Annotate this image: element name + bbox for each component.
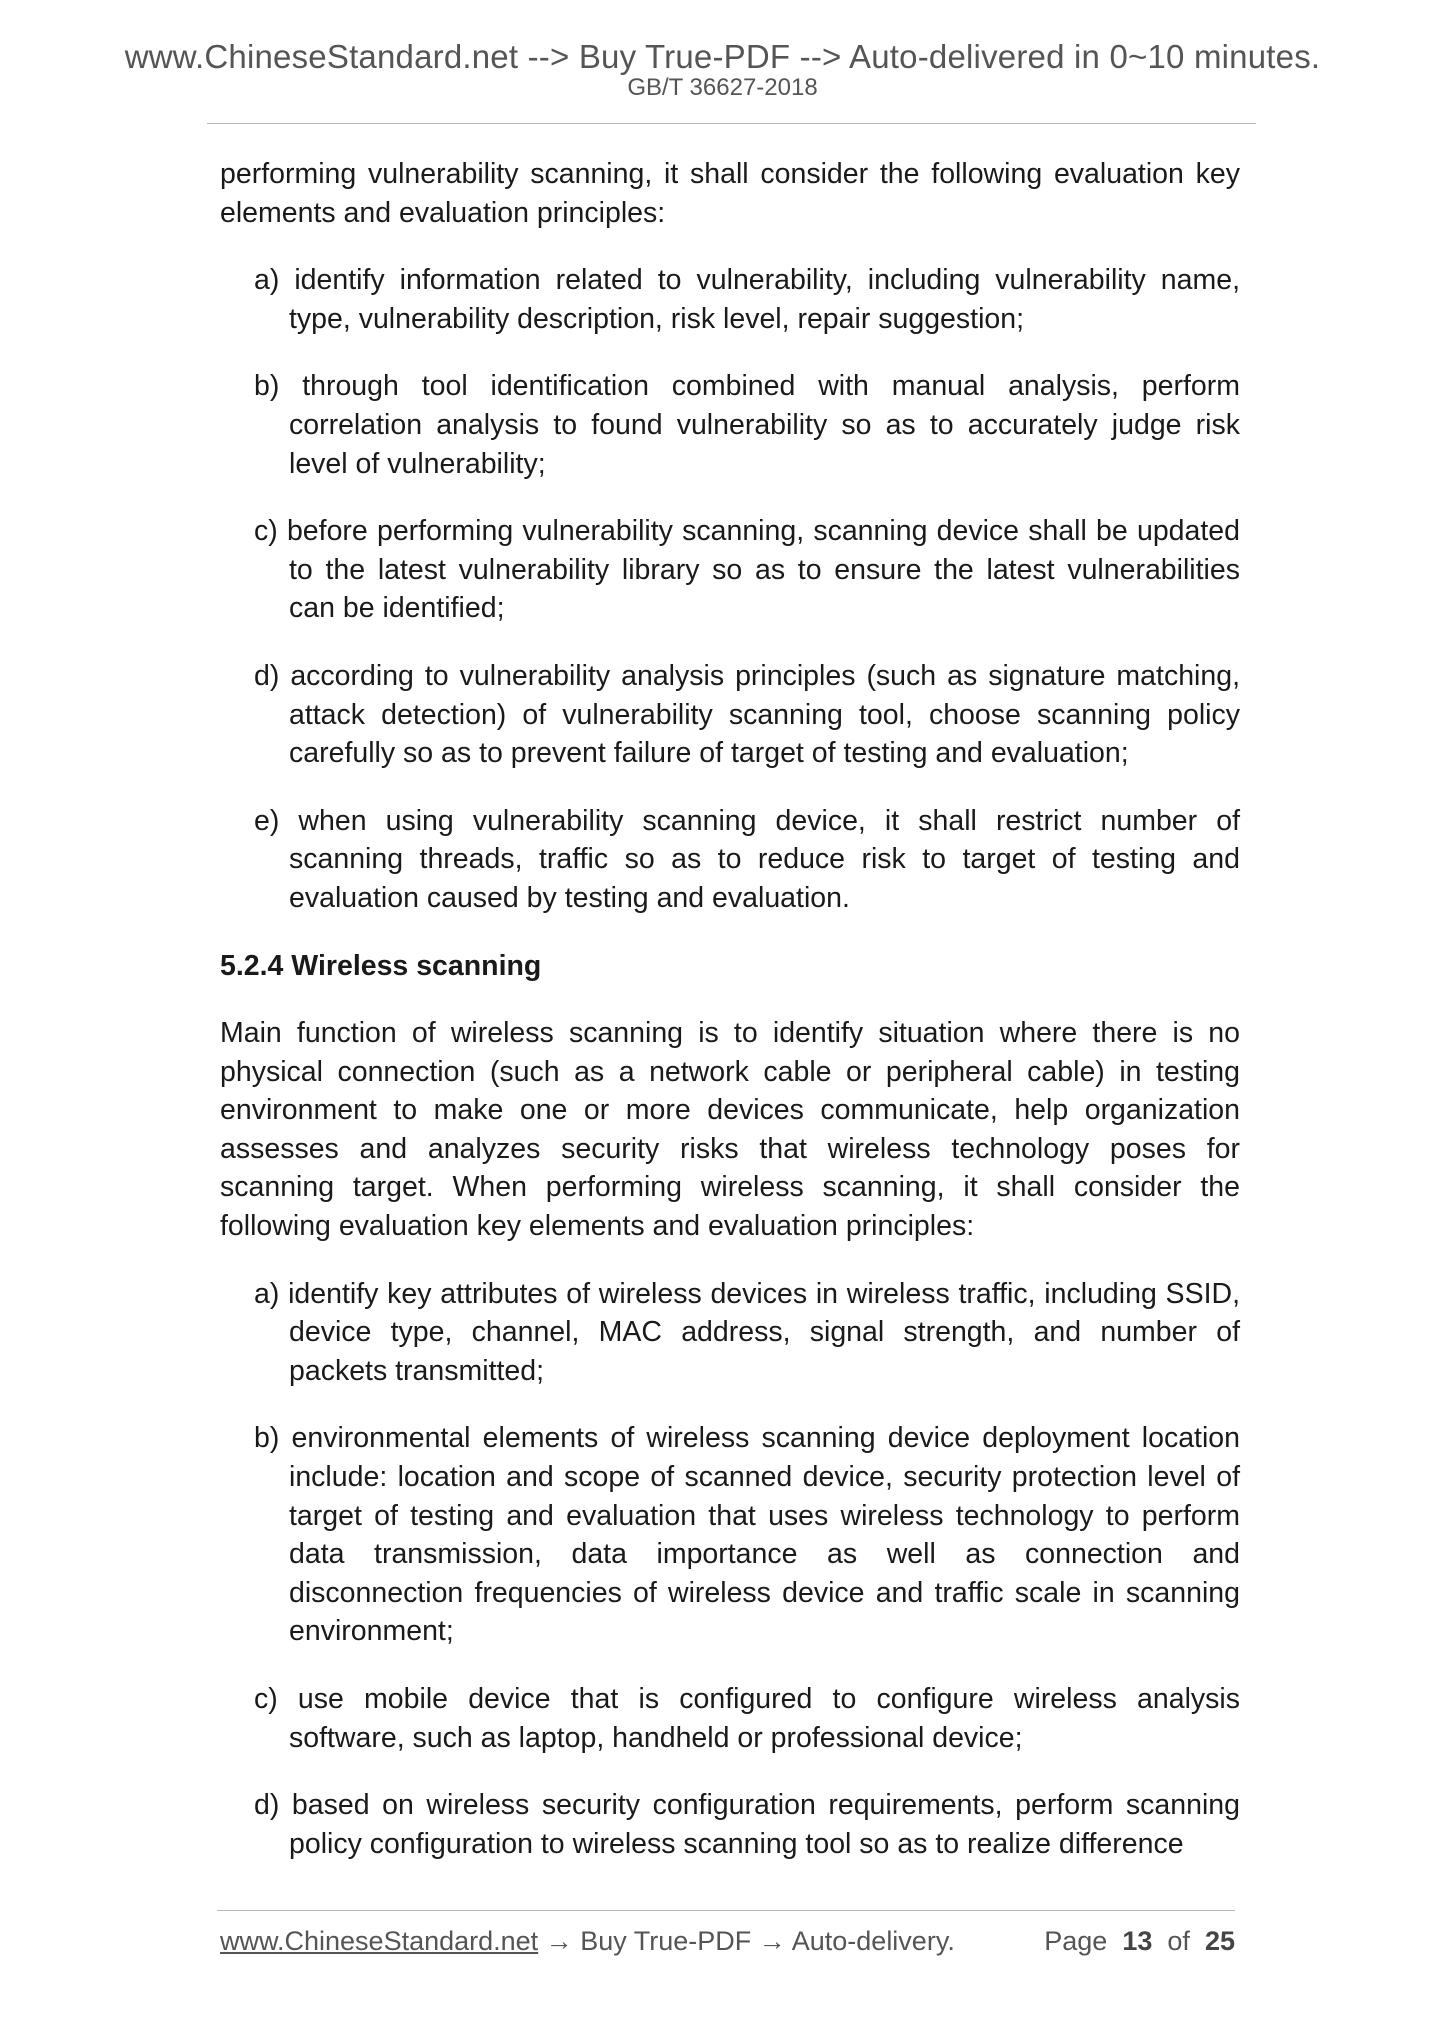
list-item: b) environmental elements of wireless scanning device deployment location include: location and scope of scanned device, security protection level of target of testing and evaluation that uses wireless technology to perform data transmission, data importance as well as connection and disconnection frequencies of wireless device and traffic scale in scanning environment;	[254, 1422, 1240, 1648]
list-item: e) when using vulnerability scanning device, it shall restrict number of scanning threads, traffic so as to reduce risk to target of testing and evaluation caused by testing and evaluation.	[254, 804, 1240, 914]
footer-divider	[217, 1910, 1235, 1911]
page-footer	[220, 1926, 1235, 1957]
list-item: d) according to vulnerability analysis principles (such as signature matching, attack detection) of vulnerability scanning tool, choose scanning policy carefully so as to prevent failure of target of testing and evaluation;	[254, 659, 1240, 770]
list-item: c) use mobile device that is configured to configure wireless analysis software, such as laptop, handheld or professional device;	[254, 1683, 1240, 1754]
page-label: Page	[1044, 1926, 1108, 1956]
footer-link[interactable]: www.ChineseStandard.net	[220, 1926, 539, 1956]
list-item: c) before performing vulnerability scanning, scanning device shall be updated to the latest vulnerability library so as to ensure the latest vulnerabilities can be identified;	[254, 515, 1240, 625]
header-banner: www.ChineseStandard.net --> Buy True-PDF --> Auto-delivered in 0~10 minutes.	[124, 38, 1321, 75]
of-label: of	[1167, 1926, 1190, 1956]
list-item: a) identify key attributes of wireless devices in wireless traffic, including SSID, device type, channel, MAC address, signal strength, and number of packets transmitted;	[254, 1277, 1240, 1387]
list-item: a) identify information related to vulnerability, including vulnerability name, type, vulnerability description, risk level, repair suggestion;	[254, 264, 1240, 335]
header-divider	[207, 123, 1256, 124]
list-item: d) based on wireless security configuration requirements, perform scanning policy configuration to wireless scanning tool so as to realize difference	[254, 1789, 1240, 1860]
section-paragraph: Main function of wireless scanning is to identify situation where there is no physical connection (such as a network cable or peripheral cable) in testing environment to make one or more devices communicate, help organization assesses and analyzes security risks that wireless technology poses for scanning target. When performing wireless scanning, it shall consider the following evaluation key elements and evaluation principles:	[220, 1017, 1240, 1243]
intro-paragraph: performing vulnerability scanning, it shall consider the following evaluation key elements and evaluation principles:	[220, 158, 1240, 229]
total-pages: 25	[1204, 1926, 1235, 1956]
standard-code: GB/T 36627-2018	[627, 74, 818, 101]
footer-text: → Buy True-PDF → Auto-delivery.	[538, 1926, 955, 1956]
page-indicator	[1044, 1926, 1235, 1957]
list-item: b) through tool identification combined with manual analysis, perform correlation analysis to found vulnerability so as to accurately judge risk level of vulnerability;	[254, 370, 1240, 480]
section-heading: 5.2.4 Wireless scanning	[220, 949, 542, 982]
page-content	[220, 155, 1240, 1892]
page-number: 13	[1122, 1926, 1153, 1956]
